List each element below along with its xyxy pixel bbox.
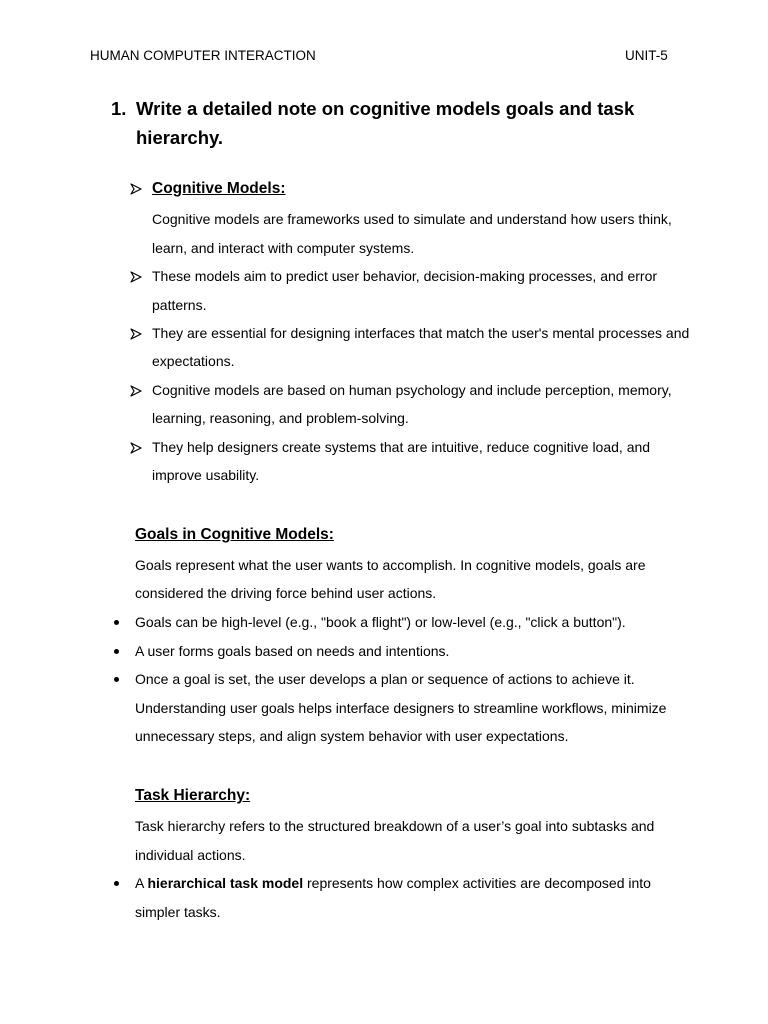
paragraph-line: learn, and interact with computer systems. [152,240,415,256]
bullet-icon [114,881,119,886]
list-item-line: Cognitive models are based on human psychology and include perception, memory, [152,382,672,398]
list-item-text: represents how complex activities are decomposed into [303,875,651,891]
list-item-line: They help designers create systems that are intuitive, reduce cognitive load, and [152,439,651,455]
list-item: Goals can be high-level (e.g., "book a flight") or low-level (e.g., "click a button"). [135,614,626,630]
bullet-icon [114,620,119,625]
list-item-line: improve usability. [152,467,260,483]
arrow-bullet-icon [130,183,142,195]
list-item-prefix: A [135,875,148,891]
list-item [135,873,651,893]
paragraph-line: considered the driving force behind user actions. [135,585,437,601]
arrow-bullet-icon [130,385,142,397]
section-heading-cognitive-models: Cognitive Models: [152,180,286,197]
arrow-bullet-icon [130,328,142,340]
question-number: 1. [111,98,127,119]
list-item-line: They are essential for designing interfaces that match the user's mental processes and [152,325,690,341]
bullet-icon [114,677,119,682]
paragraph-line: unnecessary steps, and align system behavior with user expectations. [135,728,569,744]
list-item-line: simpler tasks. [135,904,221,920]
list-item: A user forms goals based on needs and intentions. [135,643,450,659]
list-item-line: expectations. [152,353,235,369]
arrow-bullet-icon [130,271,142,283]
paragraph-line: individual actions. [135,847,246,863]
list-item-line: patterns. [152,297,207,313]
section-heading-task-hierarchy: Task Hierarchy: [135,787,251,804]
emphasized-term: hierarchical task model [147,875,304,891]
bullet-icon [114,649,119,654]
section-heading-goals: Goals in Cognitive Models: [135,526,334,543]
paragraph-line: Goals represent what the user wants to accomplish. In cognitive models, goals are [135,557,646,573]
question-text: Write a detailed note on cognitive models goals and task hierarchy. [136,98,635,148]
paragraph-line: Task hierarchy refers to the structured breakdown of a user’s goal into subtasks and [135,818,655,834]
paragraph-line: Cognitive models are frameworks used to simulate and understand how users think, [152,211,672,227]
document-header-unit: UNIT-5 [625,48,668,63]
document-header-title: HUMAN COMPUTER INTERACTION [90,48,316,63]
paragraph-line: Understanding user goals helps interface designers to streamline workflows, minimize [135,700,667,716]
arrow-bullet-icon [130,442,142,454]
list-item: Once a goal is set, the user develops a plan or sequence of actions to achieve it. [135,671,635,687]
list-item-line: learning, reasoning, and problem-solving. [152,410,409,426]
list-item-line: These models aim to predict user behavior, decision-making processes, and error [152,268,658,284]
